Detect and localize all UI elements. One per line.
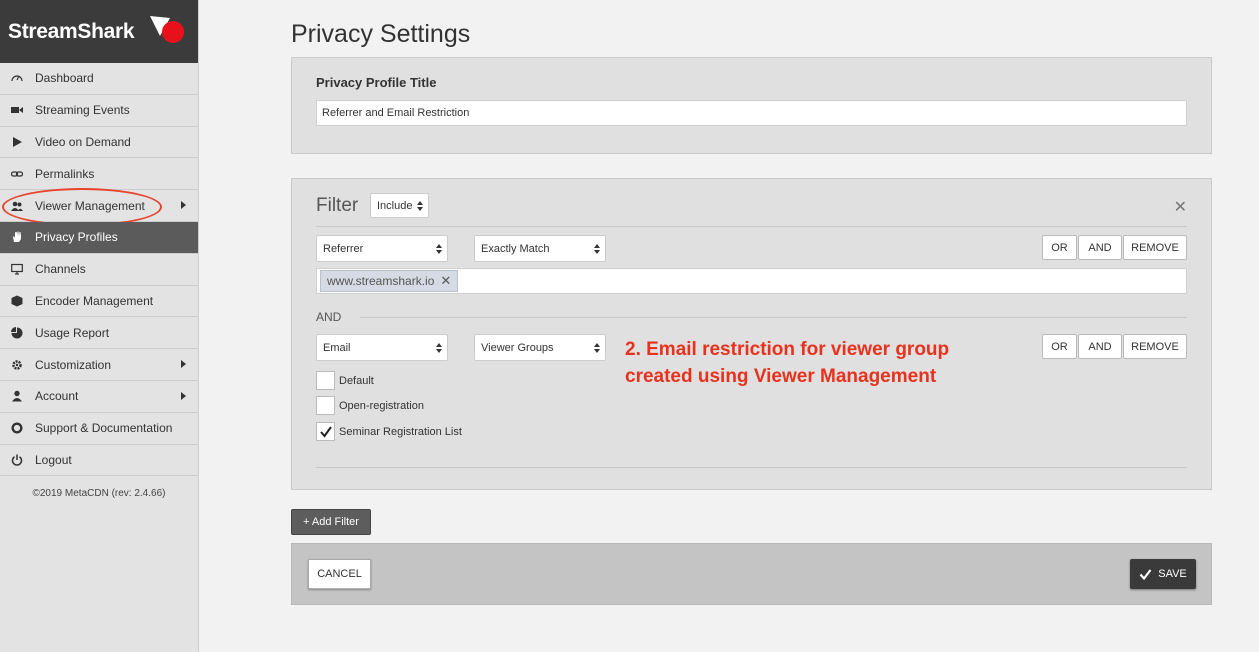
lifebuoy-icon [10, 421, 24, 435]
select-arrows-icon [594, 343, 600, 353]
sidebar-item-streaming-events[interactable] [0, 95, 198, 127]
rule1-operator-value: Exactly Match [481, 242, 550, 255]
close-icon[interactable]: ✕ [1173, 199, 1187, 216]
sidebar-item-video-on-demand[interactable] [0, 127, 198, 159]
rule-joiner-label: AND [316, 310, 342, 324]
group-option-label: Open-registration [339, 399, 424, 412]
checkmark-icon [1139, 568, 1152, 581]
rule2-field-select[interactable] [316, 334, 448, 361]
play-icon [10, 135, 24, 149]
user-icon [10, 389, 24, 403]
rule1-and-button[interactable]: AND [1078, 235, 1122, 260]
annotation-line: created using Viewer Management [625, 366, 937, 387]
brand-name: StreamShark [8, 19, 135, 43]
rule1-remove-button[interactable]: REMOVE [1123, 235, 1187, 260]
sidebar-item-channels[interactable] [0, 254, 198, 286]
filter-mode-select[interactable] [370, 193, 429, 218]
filter-panel [291, 178, 1212, 490]
sidebar-item-label: Account [35, 389, 79, 404]
rule2-remove-button[interactable]: REMOVE [1123, 334, 1187, 359]
annotation-text [625, 336, 949, 390]
referrer-tag-label: www.streamshark.io [327, 274, 435, 288]
sidebar-item-label: Privacy Profiles [35, 230, 118, 245]
page-title: Privacy Settings [291, 20, 471, 48]
profile-title-panel [291, 57, 1212, 154]
checkbox-checked[interactable] [316, 422, 335, 441]
users-icon [10, 199, 24, 213]
sidebar-item-label: Permalinks [35, 166, 95, 181]
group-option-default[interactable] [316, 371, 374, 390]
chevron-right-icon [181, 201, 186, 209]
sidebar-item-account[interactable] [0, 381, 198, 413]
action-bar [291, 543, 1212, 605]
annotation-line: 2. Email restriction for viewer group [625, 339, 950, 360]
select-arrows-icon [594, 244, 600, 254]
remove-tag-icon[interactable]: ✕ [440, 273, 452, 288]
gear-icon [10, 358, 24, 372]
sidebar-item-dashboard[interactable] [0, 63, 198, 95]
select-arrows-icon [436, 244, 442, 254]
sidebar-item-customization[interactable] [0, 349, 198, 381]
rule-joiner-divider [360, 317, 1187, 318]
sidebar-item-label: Encoder Management [35, 293, 154, 308]
sidebar-item-label: Viewer Management [35, 198, 145, 213]
rule2-and-button[interactable]: AND [1078, 334, 1122, 359]
filter-divider [316, 226, 1187, 227]
rule2-operator-select[interactable] [474, 334, 606, 361]
filter-mode-value: Include [377, 199, 413, 212]
sidebar [0, 0, 199, 652]
save-button-label: SAVE [1158, 568, 1187, 580]
rule1-operator-select[interactable] [474, 235, 606, 262]
sidebar-item-usage-report[interactable] [0, 317, 198, 349]
rule2-operator-value: Viewer Groups [481, 341, 554, 354]
filter-bottom-divider [316, 467, 1187, 468]
group-option-seminar-registration-list[interactable] [316, 422, 462, 441]
add-filter-button[interactable]: + Add Filter [291, 509, 371, 535]
checkbox[interactable] [316, 371, 335, 390]
rule2-field-value: Email [323, 341, 351, 354]
sidebar-item-label: Channels [35, 262, 86, 277]
rule1-field-select[interactable] [316, 235, 448, 262]
rule1-field-value: Referrer [323, 242, 364, 255]
cube-icon [10, 294, 24, 308]
group-option-open-registration[interactable] [316, 396, 424, 415]
sidebar-item-label: Dashboard [35, 71, 94, 86]
sidebar-item-label: Customization [35, 357, 112, 372]
profile-title-label: Privacy Profile Title [316, 75, 437, 90]
sidebar-item-support[interactable] [0, 413, 198, 445]
power-icon [10, 453, 24, 467]
sidebar-item-viewer-management[interactable] [0, 190, 198, 222]
sidebar-item-label: Streaming Events [35, 103, 130, 118]
chevron-right-icon [181, 360, 186, 368]
link-icon [10, 167, 24, 181]
chevron-right-icon [181, 392, 186, 400]
sidebar-item-label: Video on Demand [35, 134, 131, 149]
sidebar-item-privacy-profiles[interactable] [0, 222, 198, 254]
sidebar-item-label: Support & Documentation [35, 421, 173, 436]
hand-icon [10, 230, 24, 244]
sidebar-item-label: Usage Report [35, 325, 110, 340]
logo[interactable] [0, 0, 198, 63]
select-arrows-icon [417, 201, 423, 211]
group-option-label: Seminar Registration List [339, 425, 462, 438]
rule1-or-button[interactable]: OR [1042, 235, 1077, 260]
select-arrows-icon [436, 343, 442, 353]
gauge-icon [10, 71, 24, 85]
checkbox[interactable] [316, 396, 335, 415]
sidebar-item-label: Logout [35, 452, 72, 467]
copyright-text: ©2019 MetaCDN (rev: 2.4.66) [32, 488, 166, 500]
cancel-button[interactable]: CANCEL [308, 559, 371, 589]
shark-fin-logo-icon [148, 16, 190, 46]
sidebar-item-logout[interactable] [0, 445, 198, 477]
rule2-or-button[interactable]: OR [1042, 334, 1077, 359]
save-button[interactable] [1130, 559, 1196, 589]
sidebar-item-permalinks[interactable] [0, 158, 198, 190]
pie-chart-icon [10, 326, 24, 340]
sidebar-item-encoder-management[interactable] [0, 286, 198, 318]
video-camera-icon [10, 103, 24, 117]
referrer-tag-input[interactable] [316, 268, 1187, 294]
monitor-icon [10, 262, 24, 276]
filter-label: Filter [316, 195, 359, 216]
referrer-tag [320, 270, 458, 292]
checkmark-icon [319, 425, 333, 439]
group-option-label: Default [339, 374, 374, 387]
profile-title-input[interactable]: Referrer and Email Restriction [316, 100, 1187, 126]
